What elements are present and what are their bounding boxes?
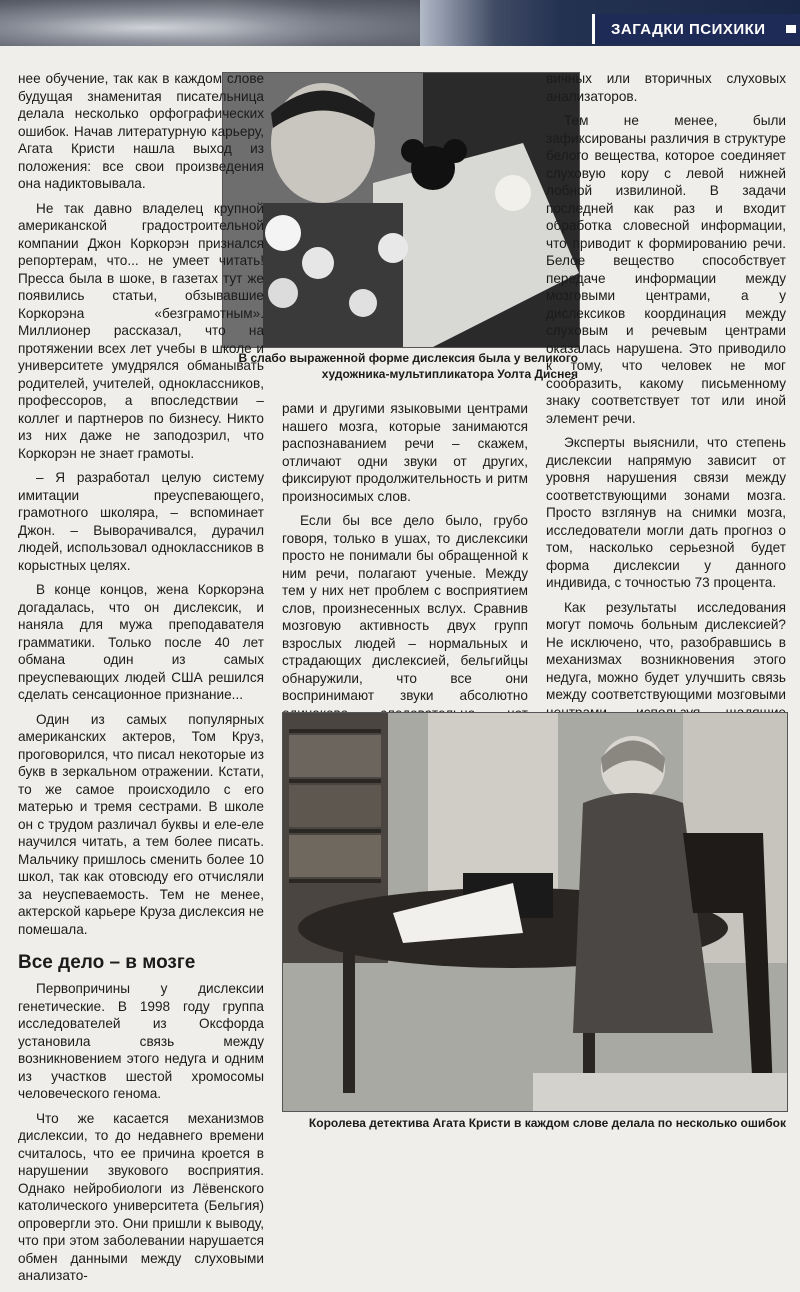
christie-photo xyxy=(282,712,788,1112)
paragraph: В конце концов, жена Коркорэна догадалась, что он дислексик, и наняла для мужа преподавателя грамматики. Только после 40 лет обмана один из самых преуспевающих людей США решился сделать сенсационное признание... xyxy=(18,582,264,702)
article-column-1 xyxy=(18,70,264,1292)
paragraph: вичных или вторичных слуховых анализаторов. xyxy=(546,71,786,104)
paragraph: Первопричины у дислексии генетические. В 1998 году группа исследователей из Оксфорда установила связь между возникновением этого недуга и одним из участков шестой хромосомы человеческого генома. xyxy=(18,981,264,1101)
paragraph: Что же касается механизмов дислексии, то до недавнего времени считалось, что ее причина кроется в нарушении звукового восприятия. Однако нейробиологи из Лёвенского католического университета (Бельгия) опровергли это. Они пришли к выводу, что при этом заболевании нарушается обмен данными между слуховыми анализато- xyxy=(18,1110,264,1283)
paragraph: Как результаты исследования могут помочь больным дислексией? Не исключено, что, разобравшись в механизмах возникновения этого недуга, можно будет улучшить связь между соответствующими мозговыми xyxy=(546,599,786,702)
disney-photo-illustration xyxy=(223,73,579,347)
disney-photo xyxy=(222,72,580,348)
section-title-tab xyxy=(592,14,800,44)
paragraph: Один из самых популярных американских актеров, Том Круз, проговорился, что писал некоторые из букв в зеркальном отражении. Кстати, то же самое происходило с его матерью и тремя сестрами. В школе он с трудом различал буквы и еле-еле научился читать, а тем более писать. Мальчику пришлось сменить более 10 школ, так как отовсюду его отчисляли за неуспеваемость. Тем не менее, актерской карьере Круза дислексия не помешала. xyxy=(18,711,264,937)
paragraph: нее обучение, так как в каждом слове будущая знаменитая писательница делала несколько орфографических ошибок. Начав литературную карьеру, Агата Кристи нашла выход из положения: все свои произведения она надиктовывала. xyxy=(18,71,264,191)
paragraph: рами и другими языковыми центрами нашего мозга, которые занимаются распознаванием речи – скажем, отличают одни звуки от других, фиксируют продолжительность и ритм произносимых слов. xyxy=(282,401,528,504)
christie-photo-illustration xyxy=(283,713,787,1111)
article-column-2 xyxy=(282,400,528,764)
tab-marker xyxy=(786,25,796,33)
paragraph: Не так давно владелец крупной американской градостроительной компании Джон Коркорэн признался репортерам, что... не умеет читать! Пресса была в шоке, в газетах тут же появились статьи, обзывавшие Коркорэна «безграмотным». Миллионер рассказал, что на протяжении всех лет учебы в школе и университете умудрялся обманывать родителей, учителей, одноклассников, профессоров, а впоследствии – коллег и партнеров по бизнесу. Никто из них даже не заподозрил, что Коркорэн не знает грамоты. xyxy=(18,200,264,461)
subheading: Все дело – в мозге xyxy=(18,952,196,973)
header-photo-strip xyxy=(0,0,420,46)
section-title: ЗАГАДКИ ПСИХИКИ xyxy=(611,20,766,38)
paragraph: Если бы все дело было, грубо говоря, только в ушах, то дислексики просто не понимали бы обращенной к ним речи, полагают ученые. Между тем у них нет проблем с восприятием слов, произнесенных вслух. Сравнив мозговую активность двух групп взрослых людей – нормальных и страдающих дислексией, бельгийцы обнаружили, что все они воспринимают звуки абсолютно xyxy=(282,513,528,703)
paragraph: Тем не менее, были зафиксированы различия в структуре белого вещества, которое соединяет слуховую кору с левой нижней лобной извилиной. В задачи последней как раз и входит обработка словесной информации, что приводит к формированию речи. Белое вещество способствует передаче информации между мозговыми центрами, а у дислексиков координация между слуховым и речевым центрами оказалась нарушена. Это приводило к тому, что человек не мог сообразить, какому письменному знаку соответствует тот или иной элемент речи. xyxy=(546,113,786,426)
christie-caption: Королева детектива Агата Кристи в каждом слове делала по несколько ошибок xyxy=(308,1116,786,1130)
paragraph: – Я разработал целую систему имитации преуспевающего, грамотного школяра, – вспоминает Джон. – Выворачивался, дурачил людей, использовал одноклассников в корыстных целях. xyxy=(18,470,264,573)
paragraph: Эксперты выяснили, что степень дислексии напрямую зависит от уровня нарушения связи между соответствующими зонами мозга. Просто взглянув на снимки мозга, исследователи могли дать прогноз о том, насколько серьезной будет форма дислексии у данного индивида, с точностью 73 процента. xyxy=(546,435,786,590)
header-banner xyxy=(0,0,800,46)
article-column-3 xyxy=(546,70,786,781)
disney-caption: В слабо выраженной форме дислексия была у великого художника-мультипликатора Уолта Диснея xyxy=(238,351,578,381)
